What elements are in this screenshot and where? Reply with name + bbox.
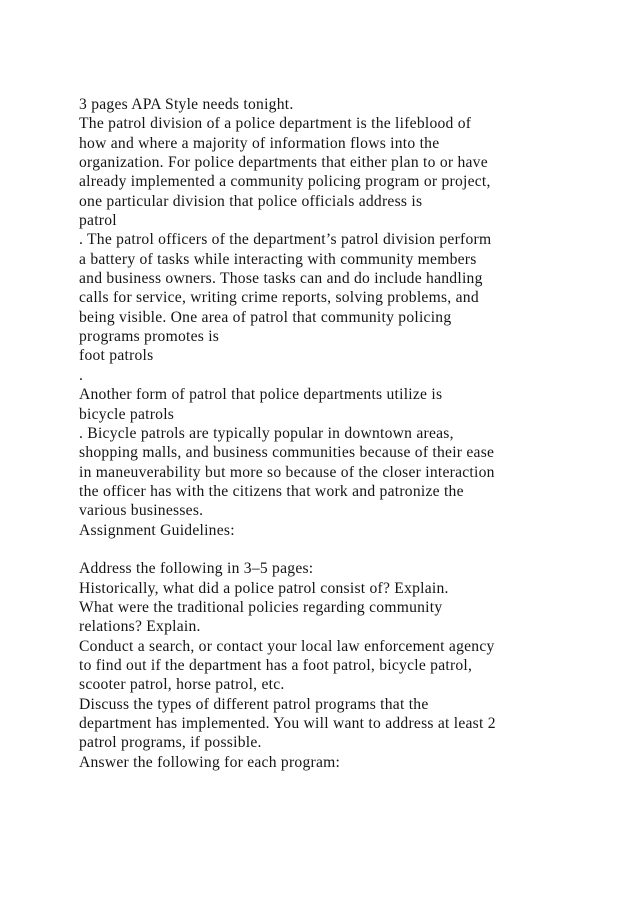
text-line: What were the traditional policies regarding community <box>79 598 443 616</box>
text-line: 3 pages APA Style needs tonight. <box>79 96 294 113</box>
text-line: organization. For police departments that either plan to or have <box>79 154 488 172</box>
text-line: Assignment Guidelines: <box>79 521 235 539</box>
text-line: department has implemented. You will want to address at least 2 <box>79 715 496 732</box>
text-line: . Bicycle patrols are typically popular in downtown areas, <box>79 424 454 442</box>
text-line: in maneuverability but more so because of the closer interaction <box>79 463 495 481</box>
text-line: the officer has with the citizens that work and patronize the <box>79 482 464 500</box>
text-line: . <box>79 366 84 384</box>
text-line: a battery of tasks while interacting with community members <box>79 250 477 268</box>
document-body <box>79 95 619 772</box>
text-line: Answer the following for each program: <box>79 753 341 771</box>
text-line: Conduct a search, or contact your local law enforcement agency <box>79 637 495 655</box>
text-line: foot patrols <box>79 347 154 365</box>
text-line: patrol <box>79 212 117 230</box>
text-line: and business owners. Those tasks can and do include handling <box>79 270 483 288</box>
text-line: relations? Explain. <box>79 618 201 636</box>
text-line: various businesses. <box>79 502 204 520</box>
text-line: calls for service, writing crime reports, solving problems, and <box>79 289 479 307</box>
text-line: patrol programs, if possible. <box>79 734 262 752</box>
text-line: Historically, what did a police patrol consist of? Explain. <box>79 579 449 597</box>
text-line: programs promotes is <box>79 328 220 346</box>
text-line: . The patrol officers of the department’s patrol division perform <box>79 231 492 249</box>
text-line: bicycle patrols <box>79 405 175 423</box>
text-line: Discuss the types of different patrol programs that the <box>79 695 429 713</box>
text-line: shopping malls, and business communities because of their ease <box>79 444 495 462</box>
text-line: being visible. One area of patrol that community policing <box>79 308 452 326</box>
text-line: The patrol division of a police department is the lifeblood of <box>79 115 472 133</box>
text-line: to find out if the department has a foot patrol, bicycle patrol, <box>79 656 473 674</box>
text-line: how and where a majority of information flows into the <box>79 134 440 152</box>
text-line: Address the following in 3–5 pages: <box>79 560 314 578</box>
text-line: one particular division that police officials address is <box>79 192 423 210</box>
text-line: already implemented a community policing program or project, <box>79 173 491 191</box>
text-line: Another form of patrol that police departments utilize is <box>79 386 443 404</box>
text-line: scooter patrol, horse patrol, etc. <box>79 676 285 694</box>
text-line <box>79 540 619 559</box>
